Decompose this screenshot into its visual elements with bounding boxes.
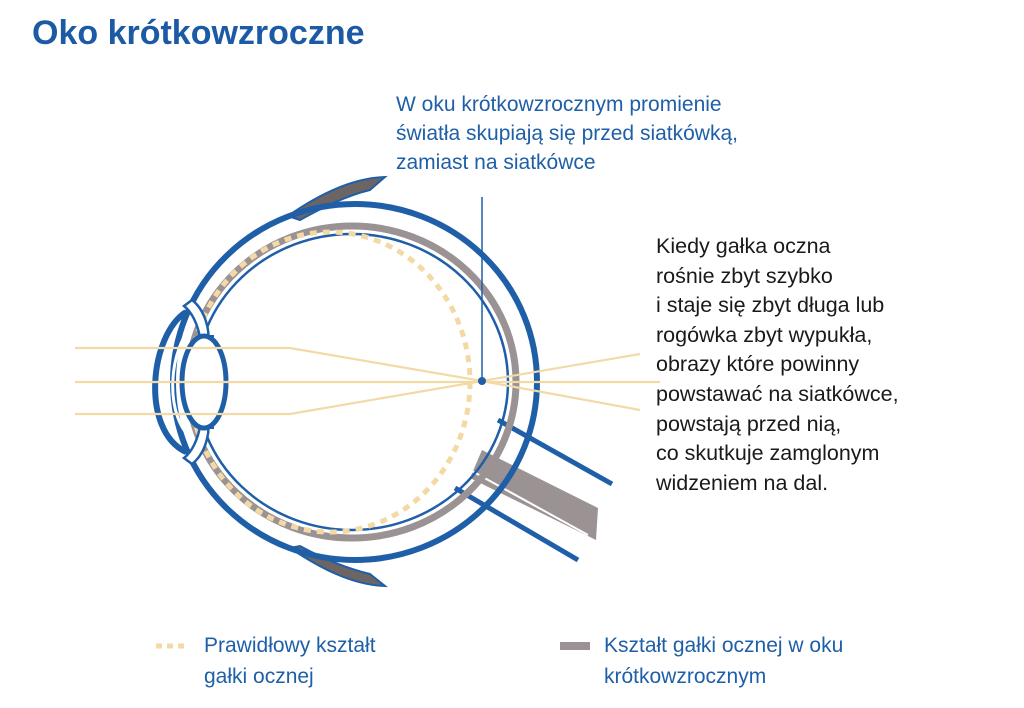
callout-right-line: rogówka zbyt wypukła, — [656, 322, 873, 347]
legend-myopic-line: Kształt gałki ocznej w oku — [604, 634, 844, 657]
legend-myopic-label — [604, 630, 843, 692]
legend-normal-line: Prawidłowy kształt — [204, 634, 376, 657]
callout-top — [396, 90, 738, 177]
callout-right-line: co skutkuje zamglonym — [656, 441, 880, 466]
callout-right-line: widzeniem na dal. — [656, 470, 829, 495]
page-title: Oko krótkowzroczne — [32, 14, 365, 52]
callout-right-line: Kiedy gałka oczna — [656, 234, 831, 258]
callout-right-line: powstawać na siatkówce, — [656, 381, 899, 406]
callout-right-line: i staje się zbyt długa lub — [656, 293, 885, 318]
callout-top-line: zamiast na siatkówce — [396, 151, 596, 174]
callout-top-line: W oku krótkowzrocznym promienie — [396, 93, 722, 116]
legend-myopic-line: krótkowzrocznym — [604, 665, 767, 688]
legend-normal-label — [204, 630, 376, 692]
callout-right-line: obrazy które powinny — [656, 352, 860, 377]
light-rays — [75, 348, 660, 414]
focal-point — [478, 377, 486, 385]
callout-right-line: powstają przed nią, — [656, 411, 842, 436]
callout-top-line: światła skupiają się przed siatkówką, — [396, 122, 738, 145]
callout-right-line: rośnie zbyt szybko — [656, 263, 833, 288]
callout-right — [656, 232, 899, 498]
legend-normal-line: gałki ocznej — [204, 665, 314, 688]
